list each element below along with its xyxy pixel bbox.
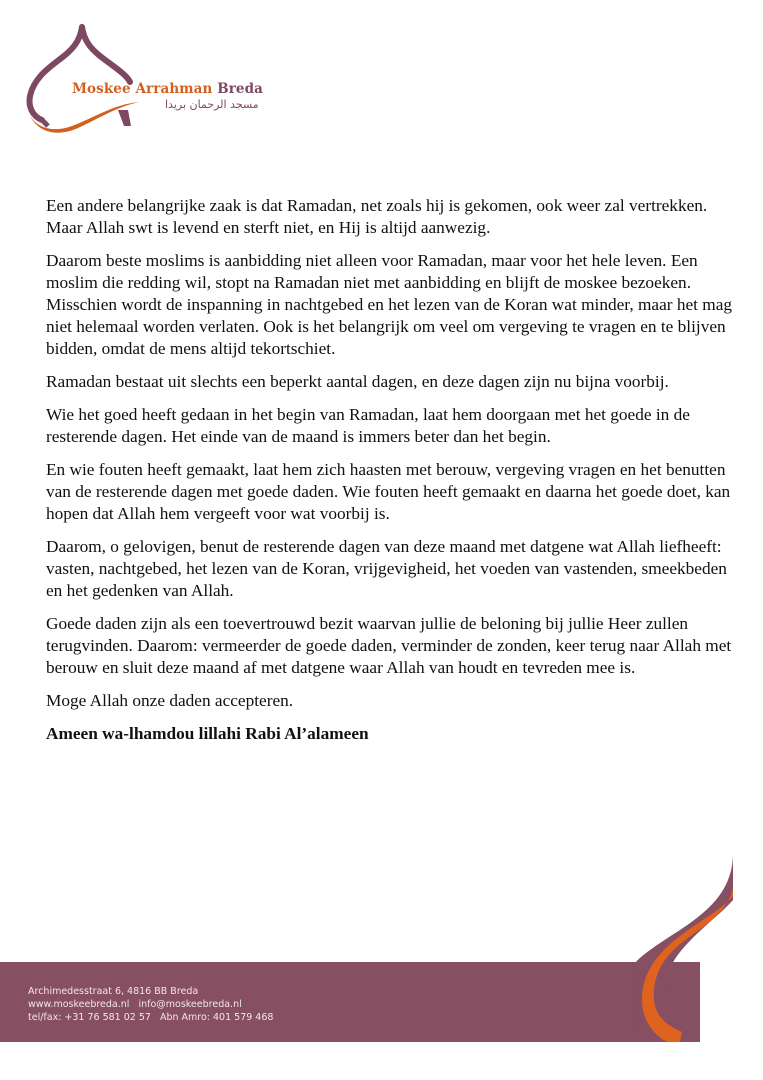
- footer-phone-line: [28, 1011, 273, 1024]
- paragraph: Daarom beste moslims is aanbidding niet alleen voor Ramadan, maar voor het hele leven. Een moslim die redding wil, stopt na Ramadan niet met aanbidding en blijft de moskee bezoeken. Misschien wordt de inspanning in nachtgebed en het lezen van de Koran wat minder, maar het mag niet helemaal worden verlaten. Ook is het belangrijk om veel om vergeving te vragen en te blijven bidden, omdat de mens altijd tekortschiet.: [46, 251, 733, 358]
- footer-web-line: [28, 998, 273, 1011]
- paragraph: Goede daden zijn als een toevertrouwd bezit waarvan jullie de beloning bij jullie Heer zullen terugvinden. Daarom: vermeerder de goede daden, verminder de zonden, keer terug naar Allah met berouw en sluit deze maand af met datgene waar Allah van houdt en tevreden mee is.: [46, 614, 732, 677]
- paragraph: Een andere belangrijke zaak is dat Ramadan, net zoals hij is gekomen, ook weer zal vertrekken. Maar Allah swt is levend en sterft niet, en Hij is altijd aanwezig.: [46, 196, 708, 237]
- dome-emblem-icon: [22, 22, 242, 137]
- logo-arabic-name: مسجد الرحمان بريدا: [165, 98, 259, 111]
- footer-swoosh-icon: [600, 850, 763, 1045]
- closing-line: Ameen wa-lhamdou lillahi Rabi Al’alameen: [46, 724, 369, 743]
- footer-address: Archimedesstraat 6, 4816 BB Breda: [28, 986, 199, 997]
- paragraph: Moge Allah onze daden accepteren.: [46, 691, 294, 710]
- footer-contact: [28, 985, 273, 1024]
- footer-email-link[interactable]: info@moskeebreda.nl: [138, 999, 242, 1010]
- mosque-logo: [22, 22, 264, 137]
- footer-bank: Abn Amro: 401 579 468: [159, 1012, 274, 1023]
- logo-wordmark: [72, 81, 263, 97]
- letter-body: [46, 195, 736, 756]
- paragraph: Daarom, o gelovigen, benut de resterende dagen van deze maand met datgene wat Allah liefheeft: vasten, nachtgebed, het lezen van de Koran, vrijgevigheid, het voeden van vastenden, smeekbeden en het gedenken van Allah.: [46, 537, 727, 600]
- footer-website-link[interactable]: www.moskeebreda.nl: [28, 999, 130, 1010]
- paragraph: En wie fouten heeft gemaakt, laat hem zich haasten met berouw, vergeving vragen en het benutten van de resterende dagen met goede daden. Wie fouten heeft gemaakt en daarna het goede doet, kan hopen dat Allah hem vergeeft voor wat voorbij is.: [46, 460, 731, 523]
- paragraph: Wie het goed heeft gedaan in het begin van Ramadan, laat hem doorgaan met het goede in de resterende dagen. Het einde van de maand is immers beter dan het begin.: [46, 405, 690, 446]
- footer-telfax: tel/fax: +31 76 581 02 57: [28, 1012, 151, 1023]
- logo-name-main: Moskee Arrahman: [72, 81, 213, 97]
- logo-name-city: Breda: [217, 81, 264, 97]
- paragraph: Ramadan bestaat uit slechts een beperkt aantal dagen, en deze dagen zijn nu bijna voorbij.: [46, 372, 669, 391]
